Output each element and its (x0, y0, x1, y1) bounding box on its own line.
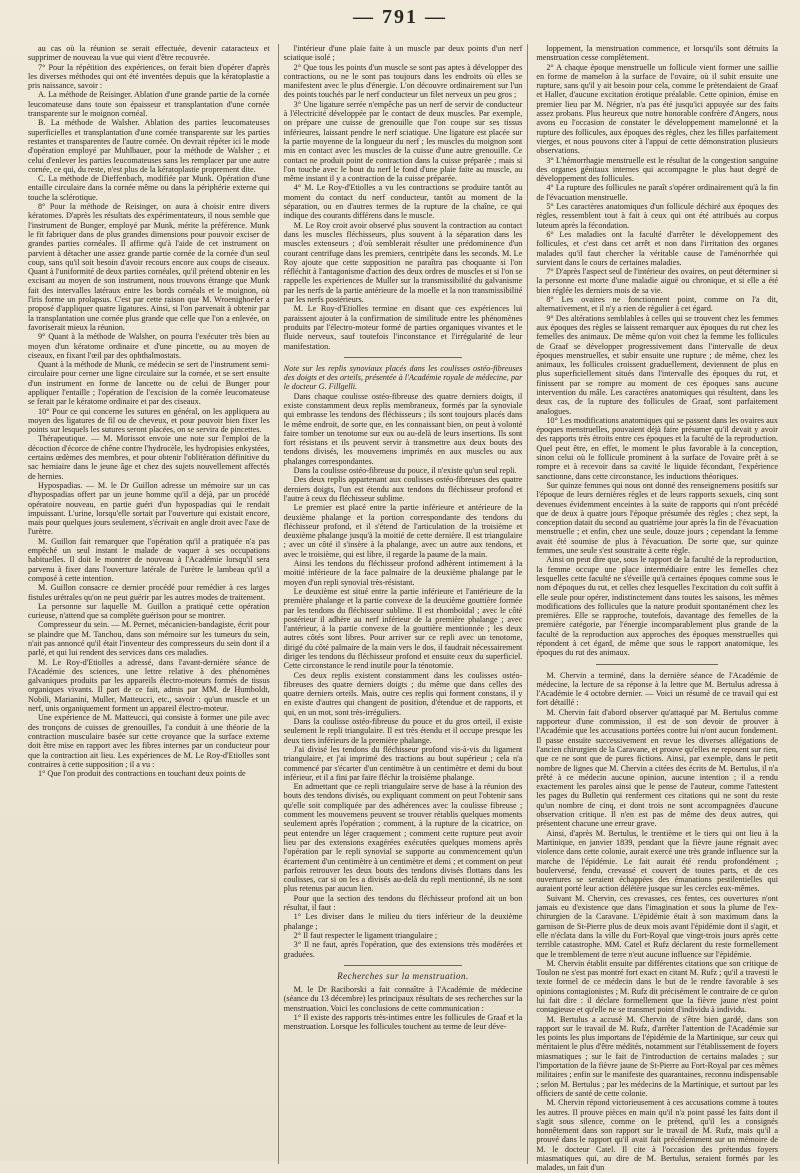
paragraph: Quant à la méthode de Munk, ce médecin se sert de l'instrument semi-circulaire pour cerner une ligne circulaire sur la cornée, et se sert ensuite d'un instrument en forme de lancette ou de celui de Bunger pour appliquer l'entaille ; l'opération de l'excision de la cornée leucomateuse se ferait par le kératome ordinaire et par des ciseaux. (28, 360, 270, 407)
paragraph: Ces deux replis existent constamment dans les coulisses ostéo-fibreuses des quatre derniers doigts ; du même que dans celles des quatre derniers orteils. Mais, outre ces replis qui forment constans, il y en existe d'autres qui changent de position, d'étendue et de rapports, et qui, en un mot, sont très-irréguliers. (283, 670, 523, 717)
paragraph: La personne sur laquelle M. Guillon a pratiqué cette opération curieuse, n'attend que sa complète guérison pour se montrer. (28, 601, 270, 621)
paragraph: 1° Que l'on produit des contractions en touchant deux points de (38, 769, 246, 779)
paragraph: l'intérieur d'une plaie faite à un muscle par deux points d'un nerf sciatique isolé ; (283, 44, 523, 63)
paragraph: A. La méthode de Reisinger. Ablation d'une grande partie de la cornée leucomateuse dans toute son épaisseur et transplantation d'une cornée transparente sur le moignon cornéal. (28, 90, 270, 119)
paragraph: M. Le Roy-d'Etiolles a adressé, dans l'avant-dernière séance de l'Académie des sciences, une lettre relative à des phénomènes galvaniques produits par les appareils électro-moteurs formés de tissus organiques vivants. Il part de ce fait, admis par MM. de Humboldt, Nobili, Marianini, Muller, Matteucci, etc., savoir : qu'un muscle et un nerf, unis organiquement forment un appareil électro-moteur. (28, 657, 270, 714)
paragraph: 6° Les maladies ont la faculté d'arrêter le développement des follicules, et c'est dans cet arrêt et non dans l'irritation des organes malades qu'il faut chercher la véritable cause de l'aménorrhée qui survient dans le cours de certaines maladies. (536, 229, 778, 267)
paragraph: J'ai divisé les tendons du fléchisseur profond vis-à-vis du ligament triangulaire, et j'ai imprimé des tractions au bout supérieur ; cela n'a commencé par s'écarter d'un centimètre à un centimètre et demi du bout inférieur, et il a fini par faire fléchir la troisième phalange. (283, 744, 523, 782)
paragraph: 2° Il faut respecter le ligament triangulaire ; (293, 930, 438, 940)
paragraph: 2° Que tous les points d'un muscle se sont pas aptes à développer des contractions, ou ne le sont pas toujours dans les endroits où elles se manifestent avec le plus d'énergie. L'on découvre ordinairement sur l'un des points touchés par le nerf conducteur un filet nerveux un peu gros ; (283, 62, 523, 100)
left-column (28, 44, 270, 1164)
paragraph: Des deux replis appartenant aux coulisses ostéo-fibreuses des quatre derniers doigts, l'un est étendu aux tendons du fléchisseur profond et l'autre à ceux du fléchisseur sublime. (283, 475, 523, 503)
paragraph: M. le Dr Raciborski a fait connaître à l'Académie de médecine (séance du 13 décembre) les principaux résultats de ses recherches sur la menstruation. Voici les conclusions de cette communication : (283, 985, 523, 1013)
paragraph: M. Chervin a terminé, dans la dernière séance de l'Académie de médecine, la lecture de sa réponse à la lettre que M. Bertulus adressa à l'Académie le 4 octobre dernier. — Voici un résumé de ce travail qui est fort détaillé : (536, 670, 778, 708)
paragraph: Le premier est placé entre la partie inférieure et antérieure de la deuxième phalange et la portion correspondante des tendons du fléchisseur profond, et il s'étend de l'articulation de la troisième et deuxième phalange jusqu'à la moitié de cette dernière. Il est triangulaire ; avec un côté il s'insère à la phalange, avec un autre aux tendons, et avec le troisième, qui est libre, il regarde la paume de la main. (283, 503, 523, 559)
menstruation-article (284, 985, 523, 1031)
paragraph: M. Guillon fait remarquer que l'opération qu'il a pratiquée n'a pas empêché un seul instant le malade de vaquer à ses occupations habituelles. Il doit le montrer de nouveau à l'Académie lorsqu'il sera parvenu à fixer dans l'ouverture latérale de l'urètre le lambeau qu'il a composé à cette intention. (28, 536, 270, 583)
paragraph: Dans la coulisse ostéo-fibreuse du pouce et du gros orteil, il existe seulement le repli triangulaire. Il est très étendu et il occupe presque les deux tiers inférieurs de la première phalange. (283, 717, 523, 745)
paragraph: Une expérience de M. Matteucci, qui consiste à former une pile avec des tronçons de cuisses de grenouilles, l'a conduit à une théorie de la contraction musculaire basée sur cette croyance que la surface externe doit être mise en rapport avec les fibres internes par un conducteur pour que la contraction ait lieu. Les expériences de M. Le Roy-d'Etiolles sont contraires à cette supposition ; il a vu : (28, 713, 270, 769)
paragraph: 1° Il existe des rapports très-intimes entre les follicules de Graaf et la menstruation. Lorsque les follicules touchent au terme de leur déve- (283, 1012, 523, 1032)
text-columns (28, 44, 778, 1173)
menstruation-section-title: Recherches sur la menstruation. (337, 970, 469, 981)
paragraph: Le deuxième est situé entre la partie inférieure et l'antérieure de la première phalange et la partie convexe de la deuxième gouttière formée par les tendons du fléchisseur sublime. Il est rhomboïdal ; avec le côté postérieur il adhère au nerf inférieur de la première phalange ; avec l'antérieur, à la partie convexe de la gouttière mentionnée ; les deux autres côtés sont libres. Pour arriver sur ce repli avec un tenotome, dirigé du côté palmaire de la main vers le dos, il faudrait nécessairement diriger les tendons du fléchisseur profond et ensuite ceux du superficiel. Cette circonstance le rend inutile pour la ténotomie. (283, 586, 523, 671)
paragraph: 4° M. Le Roy-d'Etiolles a vu les contractions se produire tantôt au moment du contact du nerf conducteur, tantôt au moment de la séparation, ou en d'autres termes de la rupture de la chaîne, ce qui indique des courants différens dans le muscle. (283, 183, 523, 221)
synovial-article (284, 392, 523, 959)
paragraph: B. La méthode de Walsher. Ablation des parties leucomateuses superficielles et transplantation d'une cornée transparente sur les parties restantes et transparentes de l'autre cornée. On devrait répéter ici le mode d'opération employé par Muhlbauer, pour la méthode de Walsher ; et celui d'enlever les parties leucomateuses sans les remplacer par une autre cornée, ce qui, du reste, n'est plus de la kératoplastie proprement dite. (28, 118, 270, 174)
paragraph: Ainsi les tendons du fléchisseur profond adhèrent intimement à la moitié inférieure de la face palmaire de la deuxième phalange par le moyen d'un repli synovial très-résistant. (283, 559, 523, 587)
paragraph: 1° Les diviser dans le milieu du tiers inférieur de la deuxième phalange ; (283, 912, 523, 931)
paragraph: 3° L'hémorrhagie menstruelle est le résultat de la congestion sanguine des organes génitaux internes qui accompagne le plus haut degré de développement des follicules. (536, 155, 778, 184)
menstruation-conclusions (536, 44, 778, 658)
paragraph: M. Bertulus a accusé M. Chervin de s'être bien gardé, dans son rapport sur le travail de M. Rufz, d'arrêter l'attention de l'Académie sur les points les plus importans de l'épidémie de la Martinique, sur ceux qui méritaient le plus d'être médités, notamment sur l'établissement de foyers miasmatiques ; sur le fait de l'introduction de certains malades ; sur l'importation de la fièvre jaune de St-Pierre au Fort-Royal par ces mêmes militaires ; enfin sur le manifeste des quarantaines, reconnu indispensable ; selon M. Bertulus ; par les médecins de la Martinique, et surtout par les officiers de santé de cette colonie. (536, 1014, 778, 1098)
paragraph: M. Le Roy-d'Etiolles termine en disant que ces expériences lui paraissent ajouter à la confirmation de similitude entre les phénomènes produits par l'électro-moteur formé de parties organiques vivantes et le fluide nerveux, sauf toutefois l'inconstance et l'irrégularité de leur manifestation. (283, 304, 523, 351)
paragraph: M. Chervin fait d'abord observer qu'attaqué par M. Bertulus comme rapporteur d'une commission, il est de son devoir de prouver à l'Académie que les accusations portées contre lui n'ont aucun fondement. Il passe ensuite successivement en revue les diverses allégations de l'ancien chirurgien de la Caravane, et prouve qu'elles ne reposent sur rien, que ce ne sont que de pures fictions. Ainsi, par exemple, dans le petit nombre de lignes que M. Chervin a citées des écrits de M. Bertulus, il n'a prêté à ce médecin aucune opinion, aucune intention ; il a rendu exactement les paroles ainsi que le pense de l'auteur, comme l'attestent les pages du Bulletin qui renferment ces citations qui ne sont du reste qu'un nombre de cinq, et dont trois ne sont accompagnées d'aucune observation critique. Il n'en est pas de même des deux autres, qui présentent chacune une erreur grave. (536, 707, 778, 829)
paragraph: Suivant M. Chervin, ces crevasses, ces fentes, ces ouvertures n'ont jamais eu d'existence que dans l'imagination et sous la plume de l'ex-chirurgien de la Caravane. L'épidémie était à son maximum dans la garnison de St-Pierre plus de deux mois avant l'épidémie dont il s'agit, et elle n'éclata dans la ville du Fort-Royal que vingt-trois jours après cette terrible catastrophe. MM. Catel et Rufz déclarent du reste formellement que le tremblement de terre n'eut aucune influence sur l'épidémie. (536, 893, 778, 959)
paragraph: 3° Une ligature serrée n'empêche pas un nerf de servir de conducteur à l'électricité développée par le contact de deux muscles. Par exemple, on prépare une cuisse de grenouille que l'on coupe sur ses tissus inférieures, laissant pendre le nerf sciatique. Une ligature est placée sur la partie moyenne de la longueur du nerf ; les muscles du moignon sont mis en contact avec les muscles de la cuisse d'une autre grenouille. Ce contact ne produit point de contraction dans la cuisse préparée ; mais si l'on touche avec le bout du nerf le fond d'une plaie faite au muscle, au même instant il y a contraction de la cuisse préparée. (283, 99, 523, 184)
paragraph: M. Guillon consacre ce dernier procédé pour remédier à ces larges fistules urétrales qu'on ne peut guérir par les autres modes de traitement. (28, 583, 270, 602)
paragraph: 10° Pour ce qui concerne les sutures en général, on les appliquera au moyen des ligatures de fil ou de cheveux, et pour pouvoir bien fixer les points sur lesquels les sutures seront placées, on se servira de pincettes. (28, 406, 270, 435)
paragraph: C. La méthode de Dieffenbach, modifiée par Munk. Opération d'une entaille circulaire dans la cornée même ou dans la périphérie externe qui touche la sclérotique. (28, 174, 270, 202)
paragraph: M. Le Roy croit avoir observé plus souvent la contraction au contact dans les muscles fléchisseurs, plus souvent à la séparation dans les muscles extenseurs ; d'où semblerait résulter une prédominence d'un courant centrifuge dans les premiers, centripète dans les seconds. M. Le Roy ajoute que cette supposition ne paraîtra pas choquante si l'on réfléchit à l'antagonisme d'action des deux ordres de muscles et si l'on se rappelle les expériences de Muller sur la transmissibilité du galvanisme par les nerfs de la partie antérieure de la moelle et la non transmissibilité par les nerfs postérieurs. (283, 220, 523, 305)
paragraph: Hypospadias. — M. le Dr Guillon adresse un mémoire sur un cas d'hypospadias offert par un jeune homme qu'il a déjà, par un procédé opératoire nouveau, en partie guéri d'un hypospadias qui le rendait impuissant. L'urine, lorsqu'elle sortait par l'ouverture qui existait encore, mais pour quelques jours seulement, s'écrivait en angle droit avec l'axe de l'urètre. (28, 480, 270, 537)
paragraph: En admettant que ce repli triangulaire serve de base à la réunion des bouts des tendons divisés, ou expliquant comment on peut l'obtenir sans qu'elle soit compliquée par des adhérences avec la coulisse fibreuse ; comment les mouvemens peuvent se trouver rétablis quelques moments seulement après l'opération ; comment, à la rupture de la cicatrice, on peut entendre un léger craquement ; comment cette rupture peut avoir lieu par des extensions exagérées exécutées quelques momens après l'opération par le repli synovial se supporte au commencement qu'un écartement d'un centimètre à un centimètre et demi ; et comment on peut parfois retrouver les deux bouts des tendons divisés flottans dans les coulisses, car si on les a divisés au-delà du repli mentionné, ils ne sont plus retenus par aucun lien. (283, 782, 523, 894)
paragraph: 9° Des altérations semblables à celles qui se trouvent chez les femmes aux époques des règles se laissent remarquer aux époques du rut chez les femelles des animaux. De même qu'on voit chez la femme les follicules de Graaf se développer progressivement dans l'intervalle de deux époques menstruelles, et subir ensuite une rupture ; de même, chez les animaux, les follicules croissent graduellement, deviennent de plus en plus superficiellement situés dans l'intervalle des époques du rut, et finissent par se rompre au moment de ces époques sans aucune intervention du mâle. Les caractères anatomiques qui résultent, dans les deux cas, de la rupture des follicules de Graaf, sont parfaitement analogues. (536, 313, 778, 416)
paragraph: 8° Les ovaires ne fonctionnent point, comme on l'a dit, alternativement, et il n'y a rien de régulier à cet égard. (536, 295, 778, 314)
middle-column (278, 44, 529, 1164)
paragraph: 5° Les caractères anatomiques d'un follicule déchiré aux époques des règles, ressemblent tout à fait à ceux qui ont été attribués au corpus luteum après la fécondation. (536, 202, 778, 230)
paragraph: M. Chervin établit ensuite par différentes citations que son critique de Toulon ne s'est pas montré fort exact en citant M. Rufz ; qu'il a travesti le texte formel de ce médecin dans le but de le rendre favorable à ses opinions contagionistes ; M. Rufz dit précisément le contraire de ce qu'on lui fait dire : il déclare formellement que la fièvre jaune n'est point contagieuse et qu'elle ne se transmet point d'individu à individu. (536, 958, 778, 1015)
menstruation-muscle-article (284, 44, 523, 351)
section-divider (344, 357, 463, 358)
paragraph: Compresseur du sein. — M. Pernet, mécanicien-bandagiste, écrit pour se plaindre que M. Tanchou, dans son mémoire sur les tumeurs du sein, n'ait pas annoncé qu'il était l'inventeur des compresseurs du sein dont il a parlé, et qui lui rendent des services dans ces maladies. (28, 620, 270, 658)
chervin-article (536, 671, 778, 1173)
paragraph: Sur quinze femmes qui nous ont donné des renseignemens positifs sur l'époque de leurs dernières règles et de leurs rapports sexuels, cinq sont devenues évidemment enceintes à la suite de rapports qui n'ont précédé que de deux à quatre jours l'époque présumée des règles ; chez sept, la conception datait du second au quatrième jour après la fin de l'évacuation menstruelle ; et enfin, chez une seule, douze jours ; cependant la femme avait été soumise de plus à l'évacuation. De sorte que, sur quinze femmes, une seule s'est soustraite à cette règle. (536, 480, 778, 556)
paragraph: 3° Il ne faut, après l'opération, que des extensions très modérées et graduées. (283, 940, 523, 959)
paragraph: Pour que la section des tendons du fléchisseur profond ait un bon résultat, il faut : (283, 893, 523, 913)
section-divider (344, 965, 463, 966)
paragraph: M. Chervin répond victorieusement à ces accusations comme à toutes les autres. Il prouve pièces en main qu'il n'a point passé les faits dont il s'agit sous silence, comme on le prétend, qu'il les a consignés honnêtement dans son rapport sur le travail de M. Rufz, mais qu'il a prouvé dans le rapport qu'il avait fait précédemment sur un mémoire de M. le docteur Catel. Il cite à l'occasion des prétendus foyers miasmatiques qui, au dire de M. Bertulus, seraient formés par les malades, un fait d'un (536, 1098, 778, 1173)
paragraph: Ainsi on peut dire que, sous le rapport de la faculté de la reproduction, la femme occupe une place intermédiaire entre les femelles chez lesquelles cette faculté ne s'éveille qu'à certaines époques comme sous le nom d'époques du rut, et celles chez lesquelles l'excitation du coït suffit à elle seule pour opérer, indistinctement dans toutes les saisons, les mêmes modifications des follicules que la nature produit spontanément chez les premières. Elle se rapproche, toutefois, davantage des femelles de la première catégorie, par l'énergie incomparablement plus grande de la faculté de la reproduction aux approches des époques menstruelles qui répondent à cet égard, de même que sous le rapport anatomique, les époques du rut des animaux. (536, 555, 778, 658)
paragraph: Dans la coulisse ostéo-fibreuse du pouce, il n'existe qu'un seul repli. (293, 466, 517, 476)
synovial-note-intro: Note sur les replis synoviaux placés dans les coulisses ostéo-fibreuses des doigts et des orteils, présentée à l'Académie royale de médecine, par le docteur G. Fillgelli. (283, 363, 523, 392)
paragraph: 7° D'après l'aspect seul de l'intérieur des ovaires, on peut déterminer si la personne est morte d'une maladie aiguë ou chronique, et si elle a été bien réglée les derniers mois de sa vie. (536, 267, 778, 295)
paragraph: 2° A chaque époque menstruelle un follicule vient former une saillie en forme de mamelon à la surface de l'ovaire, où il subit ensuite une rupture, sans qu'il y ait besoin pour cela, comme le prétendaient de Graaf et Haller, d'aucune excitation érotique préalable. Cette opinion, émise en premier lieu par M. Négrier, n'a pas été jusqu'ici appuyée sur des faits assez probans. Plus heureux que notre honorable confrère d'Angers, nous avons eu l'occasion de constater le développement mamelonné et la rupture des follicules, aux époques des règles, chez les filles parfaitement vierges, et nous pouvons citer à l'appui de cette démonstration plusieurs observations. (536, 62, 778, 156)
paragraph: 4° La rupture des follicules ne paraît s'opérer ordinairement qu'à la fin de l'évacuation menstruelle. (536, 183, 778, 202)
page-number: — 791 — (353, 6, 447, 28)
paragraph: loppement, la menstruation commence, et lorsqu'ils sont détruits la menstruation cesse complètement. (536, 44, 778, 63)
section-divider (596, 664, 718, 665)
paragraph: 9° Quant à la méthode de Walsher, on pourra l'exécuter très bien au moyen d'un kératome ordinaire et d'une pincette, ou au moyen de ciseaux, en fixant l'œil par des ophthalmostats. (28, 332, 270, 360)
paragraph: Dans chaque coulisse ostéo-fibreuse des quatre derniers doigts, il existe constamment deux replis membraneux, formés par la synoviale qui embrasse les tendons des fléchisseurs ; ils sont toujours placés dans le même endroit, de sorte que, en les connaissant bien, on peut à volonté faire tomber un tenotome sur eux ou au-delà de leurs insertions. Ils sont fort résistans et ils peuvent servir à transmettre aux deux bouts des tendons divisés, les mouvemens imprimés en aux muscles ou aux phalanges correspondantes. (283, 391, 523, 466)
paragraph: 7° Pour la répétition des expériences, on ferait bien d'opérer d'après les diverses méthodes qui ont été inventées depuis que la kératoplastie a pris naissance, savoir : (28, 62, 270, 91)
paragraph: Thérapeutique. — M. Morissot envoie une note sur l'emploi de la décoction d'écorce de chêne contre l'hydrocèle, les hydropisies enkystées, certains œdèmes des membres, et pour obtenir l'oblitération définitive du sac herniaire dans le jeune âge et chez des sujets nouvellement affectés de hernies. (28, 434, 270, 481)
right-column (536, 44, 778, 1173)
paragraph: au cas où la réunion se serait effectuée, devenir cataracteux et supprimer de nouveau la vue qui vient d'être recouvrée. (28, 44, 270, 63)
paragraph: 10° Les modifications anatomiques qui se passent dans les ovaires aux époques menstruelles, pouvaient déjà faire présumer qu'il devait y avoir des rapports très étroits entre ces époques et la faculté de la reproduction. Quel peut être, en effet, le moment le plus favorable à la conception, sinon celui où le follicule prominent à la surface de l'ovaire prêt à se rompre et à recevoir dans sa cavité le liquide fécondant, l'expérience sanctionne, dans cette circonstance, les inductions théoriques. (536, 415, 778, 481)
paragraph: 8° Pour la méthode de Reisinger, on aura à choisir entre divers kératomes. D'après les résultats des expérimentateurs, il nous semble que l'instrument de Bunger, employé par Munk, mérite la préférence. Munk le fit fabriquer dans de plus grandes dimensions pour pouvoir exciser de grandes parties cornéales. Il affirme qu'à l'aide de cet instrument on parvient à détacher une assez grande partie cornée de la cornée d'un seul coup, sans qu'il soit besoin d'avoir recours encore aux coups de ciseaux. Quant à l'uniformité de deux parties cornéales, qu'il prétend obtenir en les excisant au moyen de son instrument, nous trouvons étrange que Munk fait des intervalles latéraux entre les bords cornéals et le moignon, où l'iris forme un prolapsus. C'est par cette raison que M. Wroenighoefer a proposé d'appliquer quatre ligatures. Ainsi, si l'on parvenait à obtenir par la transplantation une cornée plus grande que celle que l'on a enlevée, on favoriserait mieux la réunion. (28, 202, 270, 332)
paragraph: Ainsi, d'après M. Bertulus, le trentième et le tiers qui ont lieu à la Martinique, en janvier 1839, pendant que la fièvre jaune régnait avec violence dans cette colonie, aurait exercé une très grande influence sur la marche de l'épidémie. Le fait aurait été rendu profondément ; boulerversé, fendu, crevassé et couvert de toutes parts, et de ces ouvertures se seraient échappées des émanations pestilentielles qui auraient porté leur action délétère jusque sur les cercles eux-mêmes. (536, 828, 778, 894)
